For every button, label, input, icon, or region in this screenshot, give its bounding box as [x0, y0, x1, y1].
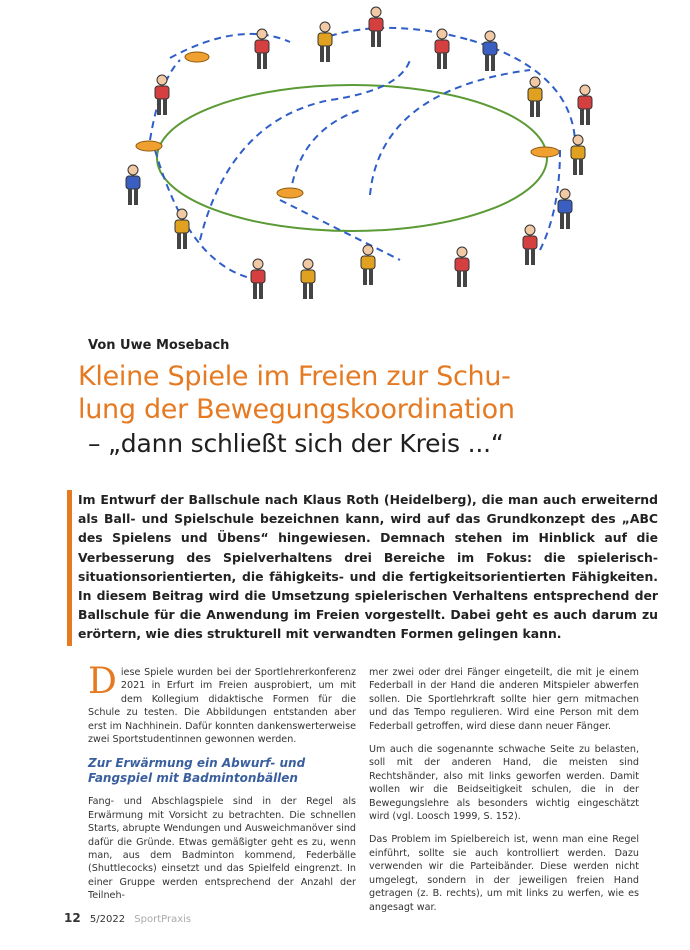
- intro-paragraph: [88, 661, 356, 746]
- article-subtitle: – „dann schließt sich der Kreis ...“: [88, 429, 504, 458]
- body-column-left: [88, 661, 356, 913]
- lead-paragraph: Im Entwurf der Ballschule nach Klaus Roth (Heidelberg), die man auch erweiternd als Ball- und Spielschule bezeichnen kann, wird auf das Grundkonzept des „ABC des Spielens und Übens“ hingewiesen. Demnach stehen im Hinblick auf die Verbesserung des Spielverhaltens drei Bereiche im Fokus: die spielerisch-situationsorientierten, die fähigkeits- und die fertigkeitsorientierten Fähigkeiten. In diesem Beitrag wird die Umsetzung spielerischen Verhaltens entsprechend der Ballschule für die Anwendung im Freien vorgestellt. Dabei geht es auch darum zu erörtern, wie dies strukturell mit verwandten Formen gelingen kann.: [78, 492, 658, 642]
- author-byline: Von Uwe Mosebach: [88, 338, 230, 353]
- intro-text: iese Spiele wurden bei der Sportlehrerkonferenz 2021 in Erfurt im Freien ausprobiert, um mit dem Kollegium didaktische Formen für die Schule zu testen. Die Abbildungen entstanden aber erst im Nachhinein. Dafür konnten dankenswerterweise zwei Sportstudentinnen gewonnen werden.: [88, 667, 356, 746]
- lead-accent-bar: [67, 490, 72, 646]
- frisbees: [136, 52, 559, 198]
- article-title: [78, 360, 678, 426]
- issue-number: 5/2022: [89, 914, 126, 925]
- title-line-1: Kleine Spiele im Freien zur Schu-: [78, 361, 511, 392]
- players: [126, 7, 592, 299]
- magazine-name: SportPraxis: [134, 914, 192, 925]
- body-paragraph: Fang- und Abschlagspiele sind in der Regel als Erwärmung mit Vorsicht zu betrachten. Die schnellen Starts, abrupte Wendungen und Ausweichmanöver sind dafür die Gründe. Etwas gemäßigter geht es zu, wenn man, aus dem Badminton kommend, Federbälle (Shuttlecocks) einsetzt und das Spielfeld eingrenzt. In einer Gruppe werden entsprechend der Anzahl der Teilneh-: [88, 796, 356, 902]
- page-footer: [64, 911, 191, 925]
- green-ring: [157, 85, 547, 231]
- body-paragraph: Das Problem im Spielbereich ist, wenn man eine Regel einführt, sollte sie auch kontrolliert werden. Dazu verwenden wir die Parteibänder. Diese werden nicht umgelegt, sondern in der jeweiligen freien Hand getragen (z. B. rechts), um mit links zu werfen, wie es angesagt war.: [369, 834, 639, 913]
- section-subheading: Zur Erwärmung ein Abwurf- und Fangspiel mit Badmintonbällen: [88, 756, 306, 786]
- body-paragraph: mer zwei oder drei Fänger eingeteilt, die mit je einem Federball in der Hand die anderen Mitspieler abwerfen sollen. Die Sportlehrkraft sollte hier gern mitmachen und das Tempo regulieren. Wird eine Person mit dem Federball getroffen, wird diese dann neuer Fänger.: [369, 667, 639, 732]
- title-line-2: lung der Bewegungskoordination: [78, 394, 515, 425]
- body-column-right: [369, 666, 639, 924]
- circle-game-illustration: [0, 0, 690, 330]
- body-paragraph: Um auch die sogenannte schwache Seite zu belasten, soll mit der anderen Hand, die meisten sind Rechtshänder, also mit links geworfen werden. Damit wollen wir die Beidseitigkeit schulen, die in der Bewegungslehre als besonders wichtig eingeschätzt wird (vgl. Loosch 1999, S. 152).: [369, 744, 639, 823]
- drop-cap: D: [88, 661, 117, 702]
- throw-paths: [150, 28, 575, 280]
- page-number: 12: [64, 911, 81, 925]
